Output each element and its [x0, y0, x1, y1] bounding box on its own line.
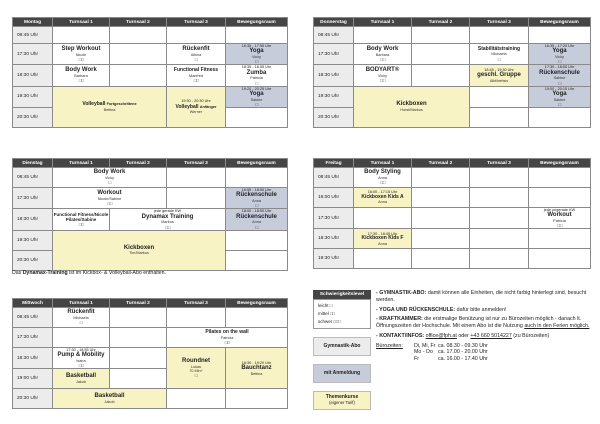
room-header: Bewegungsraum	[529, 18, 591, 27]
time-cell: 18:30 Uhr	[13, 348, 53, 369]
office-hours-day: Fr	[414, 356, 419, 363]
level-icon: □□	[380, 180, 385, 186]
level-icon: □	[255, 101, 258, 107]
office-hours-time: ca. 16.00 - 17.40 Uhr	[438, 356, 488, 363]
event-cell[interactable]	[53, 188, 167, 209]
event-cell[interactable]	[53, 44, 110, 65]
event-title: geschl. Gruppe	[477, 72, 521, 79]
event-title: Workout	[547, 212, 572, 219]
event-time: 16:35 - 17:20 Uhr	[544, 44, 575, 48]
day-header: Mittwoch	[13, 299, 53, 308]
difficulty-levels	[313, 299, 371, 329]
note-prefix: Das	[12, 270, 22, 276]
level-icon: □	[558, 80, 561, 86]
room-header: Turnsaal 1	[354, 18, 412, 27]
room-header: Turnsaal 1	[53, 159, 110, 168]
event-cell[interactable]	[354, 65, 412, 86]
time-cell: 19:30 Uhr	[13, 86, 53, 107]
level-icon: □	[255, 203, 258, 209]
day-header: Montag	[13, 18, 53, 27]
event-trainer: Pilates/Sabine	[65, 216, 97, 222]
room-header: Turnsaal 1	[53, 299, 110, 308]
room-header: Turnsaal 2	[412, 18, 470, 27]
event-title: Rückenschule	[236, 213, 277, 220]
event-title: Workout	[97, 190, 122, 197]
event-title: Rückenfit	[182, 46, 210, 53]
schedule-dienstag	[12, 158, 288, 271]
event-title: Yoga	[249, 48, 264, 55]
time-cell: 20:30 Uhr	[13, 250, 53, 270]
event-cell[interactable]	[53, 230, 226, 270]
room-header: Turnsaal 2	[110, 18, 167, 27]
event-trainer: Michaela	[491, 52, 507, 57]
event-trainer: Albina	[190, 52, 202, 57]
event-time: 16:55 - 18:50 Uhr	[241, 188, 272, 192]
event-subtitle: Anfänger	[199, 104, 217, 109]
time-cell: 08:45 Uhr	[314, 168, 354, 188]
event-trainer: Albi/bettsis	[489, 78, 509, 83]
event-trainer: Vicky	[554, 54, 564, 59]
event-trainer: Barbara	[74, 74, 88, 79]
event-title: BODYART®	[365, 67, 400, 74]
level-icon: □	[329, 303, 332, 308]
event-time: 17:30 - 18.55 Uhr	[66, 348, 96, 352]
office-hours-time: ca. 08.30 - 09.30 Uhr	[438, 342, 488, 349]
event-title: Functional Fitness/Nicole	[53, 211, 109, 217]
event-trainer: Markus	[161, 220, 174, 225]
event-title: Roundnet	[182, 358, 210, 364]
event-cell[interactable]	[167, 328, 288, 348]
event-title: Zumba	[246, 69, 267, 76]
event-cell[interactable]	[110, 209, 226, 230]
event-trainer: Manfred	[189, 73, 203, 78]
event-cell[interactable]	[354, 86, 470, 127]
time-cell: 17:30 Uhr	[314, 208, 354, 229]
level-label: schwer	[318, 319, 333, 324]
office-hours-time: ca. 17.00 - 20.00 Uhr	[438, 349, 488, 356]
event-trainer: Patricia	[250, 76, 263, 81]
event-trainer: Werner	[189, 110, 203, 115]
email-link[interactable]: office@fph.at	[425, 332, 457, 339]
level-icon: □□□	[333, 319, 341, 324]
level-icon: □	[194, 373, 198, 379]
level-icon: □□	[165, 224, 170, 230]
event-title: Functional Fitness	[173, 67, 219, 74]
room-header: Turnsaal 3	[470, 159, 529, 168]
level-icon: □	[194, 57, 198, 63]
event-time: 18:45 - 19:30 Uhr	[484, 67, 514, 72]
info-kontakt: - KONTAKT/INFOS: office@fph.at oder +43 660 5014227 (zu Bürozeiten)	[376, 332, 550, 339]
event-trainer: Horst/Markus	[400, 108, 423, 113]
info-gymnastik: - GYMNASTIK-ABO: damit können alle Einheiten, die nicht farbig hinterlegt sind, besucht werden.	[376, 290, 587, 303]
event-title: Rückenschule	[236, 192, 277, 199]
event-cell[interactable]	[226, 86, 288, 107]
event-title: Volleyball	[175, 103, 199, 110]
schedule-donnerstag	[313, 17, 591, 128]
level-icon: □□	[330, 311, 335, 316]
schedule-mittwoch	[12, 298, 288, 409]
event-cell[interactable]	[53, 308, 110, 328]
event-trainer: Nicole	[75, 52, 87, 57]
event-cell[interactable]	[354, 168, 412, 188]
event-title: Rückenfit	[67, 309, 95, 316]
event-cell[interactable]	[529, 44, 591, 65]
event-trainer: Lukas	[190, 364, 202, 369]
level-label: leicht	[318, 303, 329, 308]
event-title: Rückenschule	[539, 69, 580, 76]
event-cell[interactable]	[354, 188, 412, 208]
level-icon: □□	[193, 77, 199, 83]
time-cell: 08:45 Uhr	[13, 308, 53, 328]
day-header: Dienstag	[13, 159, 53, 168]
event-cell[interactable]	[167, 348, 226, 389]
event-time: 18:30 - 19:20 Uhr	[241, 360, 272, 365]
event-trainer: Sabine	[250, 97, 263, 102]
event-time: 17:30 - 18:45 Uhr	[367, 231, 398, 236]
room-header: Turnsaal 3	[167, 299, 226, 308]
level-icon: □□	[380, 57, 385, 63]
event-cell[interactable]	[53, 65, 110, 86]
level-icon: □	[558, 101, 561, 107]
event-cell[interactable]	[53, 389, 167, 409]
event-trainer: Michaela	[73, 316, 89, 321]
time-cell: 16:00 Uhr	[314, 188, 354, 208]
legend-themenkurse: Themenkurse (eigener Tarif)	[313, 391, 371, 410]
room-header: Turnsaal 2	[110, 159, 167, 168]
level-icon: □□	[78, 57, 84, 63]
event-trainer: Anna	[378, 241, 387, 246]
schedule-montag	[12, 17, 288, 128]
time-cell: 18:30 Uhr	[314, 65, 354, 86]
event-trainer: Jakob	[104, 400, 115, 405]
day-header: Freitag	[314, 159, 354, 168]
event-cell[interactable]	[53, 168, 167, 188]
event-cell[interactable]	[226, 188, 288, 209]
room-header: Turnsaal 1	[354, 159, 412, 168]
level-icon: □	[255, 59, 258, 65]
level-icon: □□	[78, 78, 84, 84]
event-trainer: Vicky	[104, 176, 114, 181]
event-title: Basketball	[94, 393, 125, 400]
level-icon: □	[79, 320, 83, 326]
event-trainer: Patricia	[220, 335, 234, 340]
event-time: 16:35 - 17:55 Uhr	[241, 44, 272, 48]
event-trainer: Patricia	[553, 218, 566, 223]
event-time: 18:35 - 18.55 Uhr	[241, 65, 272, 70]
time-cell: 18:30 Uhr	[13, 209, 53, 230]
level-row	[318, 310, 366, 318]
event-title: Pilates on the wall	[205, 329, 249, 335]
event-title: Pump & Mobility	[57, 352, 105, 359]
level-icon: □□	[107, 201, 112, 207]
level-label: mittel	[318, 311, 329, 316]
event-duration: 70 Min+	[189, 368, 203, 373]
event-title: Stabilitätstraining	[477, 45, 521, 52]
level-icon: □□	[380, 78, 385, 84]
event-cell[interactable]	[226, 348, 288, 389]
event-trainer: Jakob	[75, 380, 87, 385]
event-title: Kickboxen	[396, 101, 427, 108]
level-icon: □□	[78, 222, 84, 227]
room-header: Turnsaal 3	[167, 18, 226, 27]
event-trainer: Vicky	[251, 54, 261, 59]
event-cell[interactable]	[167, 86, 226, 127]
note-suffix: ist im Kickbox- & Volleyball-Abo enthalten.	[69, 270, 167, 276]
event-trainer: Isalra	[76, 358, 86, 363]
event-title: Step Workout	[61, 46, 101, 53]
time-cell: 19:30 Uhr	[13, 230, 53, 250]
event-cell[interactable]	[529, 208, 591, 229]
event-trainer: Sabine	[553, 97, 566, 102]
event-time: 18:00 - 18:50 Uhr	[241, 209, 272, 214]
legend	[313, 290, 371, 410]
event-cell[interactable]	[354, 44, 412, 65]
room-header: Turnsaal 2	[110, 299, 167, 308]
event-trainer: Anna	[252, 220, 261, 225]
event-cell[interactable]	[53, 348, 110, 369]
event-cell[interactable]	[53, 86, 167, 127]
room-header: Bewegungsraum	[529, 159, 591, 168]
event-trainer: Anna	[378, 200, 387, 205]
event-cell[interactable]	[53, 369, 110, 389]
time-cell: 17:30 Uhr	[13, 44, 53, 65]
day-header: Donnerstag	[314, 18, 354, 27]
room-header: Turnsaal 1	[53, 18, 110, 27]
level-icon: □	[108, 180, 111, 186]
phone-link[interactable]: +43 660 5014227	[470, 332, 512, 339]
event-title: Yoga	[552, 90, 567, 97]
event-subtitle: Fortgeschrittene	[106, 102, 137, 107]
level-icon: □	[558, 59, 561, 65]
room-header: Bewegungsraum	[226, 299, 288, 308]
room-header: Bewegungsraum	[226, 159, 288, 168]
event-trainer: Bettina	[103, 108, 116, 113]
note-bold: Dynamax-Training	[22, 270, 68, 276]
ferien-link: auch in den Ferien möglich.	[524, 323, 590, 330]
level-row	[318, 318, 366, 326]
time-cell: 08:45 Uhr	[314, 27, 354, 44]
event-title: Kickboxen	[123, 244, 155, 251]
event-title: Body Styling	[364, 169, 401, 176]
event-title: Bauchtanz	[241, 364, 272, 371]
office-hours	[376, 343, 590, 363]
event-time: jede ungerade KW	[543, 208, 576, 212]
event-cell[interactable]	[226, 65, 288, 86]
office-hours-day: Di, Mi, Fr	[414, 342, 436, 349]
event-title: Kickboxen Kids F	[361, 235, 404, 242]
schedule-freitag	[313, 158, 591, 269]
event-cell[interactable]	[226, 44, 288, 65]
event-trainer: Vicky	[377, 74, 387, 79]
level-icon: □	[497, 56, 501, 62]
event-time: 19:00 - 20:15 Uhr	[544, 86, 575, 91]
event-time: jede gerade KW	[153, 209, 182, 214]
event-title: Body Work	[65, 67, 97, 74]
time-cell: 08:45 Uhr	[13, 27, 53, 44]
event-cell[interactable]	[53, 209, 110, 230]
time-cell: 08:45 Uhr	[13, 168, 53, 188]
time-cell: 20:30 Uhr	[314, 108, 354, 128]
office-hours-day: Mo - Do	[414, 349, 433, 356]
event-title: Kickboxen Kids A	[361, 193, 404, 200]
event-cell[interactable]	[529, 65, 591, 86]
event-trainer: Anna	[378, 176, 387, 181]
level-icon: □□	[224, 339, 230, 345]
time-cell: 19:30 Uhr	[314, 86, 354, 107]
event-title: Yoga	[552, 48, 567, 55]
event-title: Yoga	[249, 90, 264, 97]
legend-mit-anmeldung: mit Anmeldung	[313, 364, 371, 383]
event-cell[interactable]	[226, 209, 288, 230]
event-title: Body Work	[366, 46, 399, 53]
info-yoga: - YOGA UND RÜCKENSCHULE: dafür bitte anmelden!	[376, 306, 507, 313]
dynamax-note	[12, 270, 166, 276]
room-header: Turnsaal 3	[167, 159, 226, 168]
time-cell: 19:30 Uhr	[314, 249, 354, 269]
time-cell: 17:30 Uhr	[13, 328, 53, 348]
event-cell[interactable]	[354, 229, 412, 249]
level-row	[318, 302, 366, 310]
level-icon: □	[255, 224, 258, 230]
event-trainer: Anna	[252, 198, 261, 203]
info-text	[376, 290, 590, 363]
event-title: Body Work	[93, 169, 126, 176]
event-cell[interactable]	[167, 44, 226, 65]
info-kraftkammer: - KRAFTKAMMER: die erstmalige Benützung ist nur zu Bürozeiten möglich - danach lt. Öffnungszeiten der Hochschule. Mit einem Abo ist die Nutzung auch in den Ferien möglich.	[376, 316, 590, 330]
event-cell[interactable]	[529, 86, 591, 107]
event-trainer: Sabine	[553, 76, 566, 81]
event-cell[interactable]	[470, 65, 529, 86]
legend-gymnastik-abo: Gymnastik-Abo	[313, 337, 371, 356]
time-cell: 17:30 Uhr	[314, 44, 354, 65]
time-cell: 20:30 Uhr	[13, 389, 53, 409]
event-trainer: Tim/Markus	[129, 251, 149, 256]
time-cell: 18:30 Uhr	[314, 229, 354, 249]
level-icon: □□	[557, 223, 562, 229]
event-cell[interactable]	[167, 65, 226, 86]
event-trainer: Bettina	[250, 371, 263, 376]
event-title: Dynamax Training	[141, 213, 194, 220]
event-trainer: Barbara	[375, 52, 390, 57]
event-title: Basketball	[65, 373, 96, 380]
time-cell: 19:00 Uhr	[13, 369, 53, 389]
time-cell: 17:30 Uhr	[13, 188, 53, 209]
time-cell: 18:30 Uhr	[13, 65, 53, 86]
time-cell: 20:30 Uhr	[13, 108, 53, 128]
office-hours-label: Bürozeiten:	[376, 342, 403, 349]
event-time: 19:20 - 20.25 Uhr	[241, 86, 272, 91]
event-trainer: Nicole/Sabine	[97, 196, 122, 201]
room-header: Bewegungsraum	[226, 18, 288, 27]
event-time: 19:30 - 20:30 Uhr	[181, 99, 211, 104]
room-header: Turnsaal 2	[412, 159, 470, 168]
level-icon: □	[255, 80, 258, 86]
event-cell[interactable]	[470, 44, 529, 65]
event-time: 17:30 - 18:50 Uhr	[544, 65, 575, 70]
room-header: Turnsaal 3	[470, 18, 529, 27]
event-title: Volleyball	[82, 101, 106, 108]
event-time: 16:00 - 17:15 Uhr	[367, 190, 398, 195]
legend-header: Schwierigkeitslevel	[313, 290, 371, 299]
level-icon: □□	[78, 363, 84, 369]
